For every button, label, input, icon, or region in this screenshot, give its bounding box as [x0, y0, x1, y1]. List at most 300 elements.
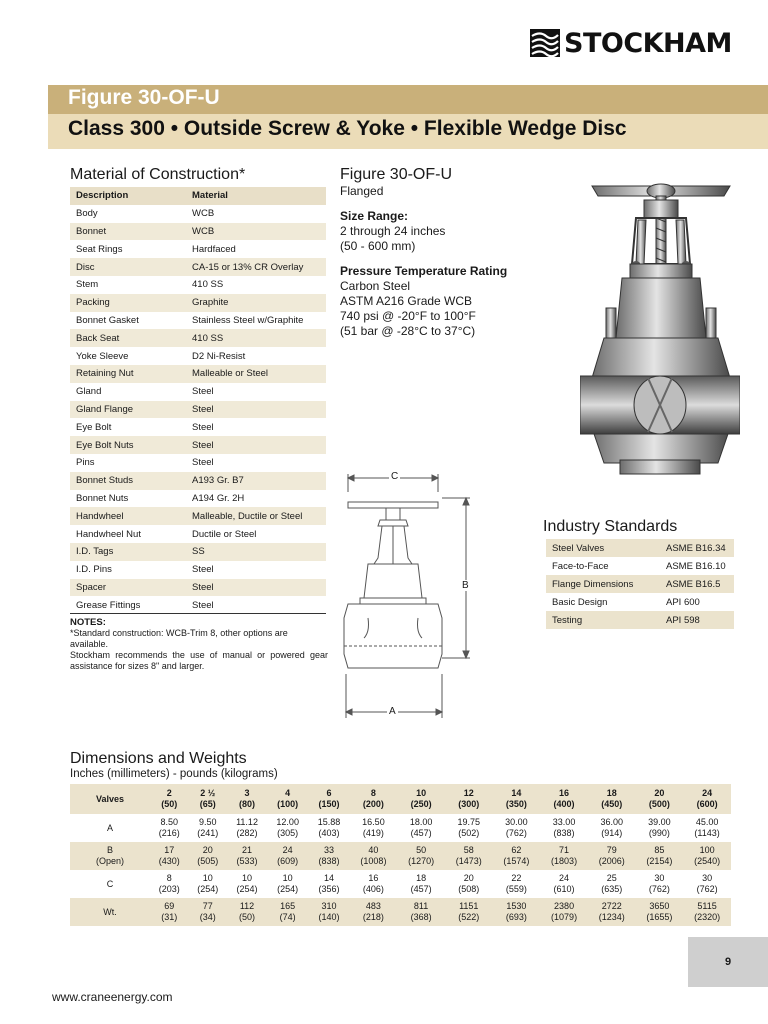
standard-code: ASME B16.5 — [660, 575, 734, 593]
table-row — [70, 842, 731, 870]
material-description: Handwheel Nut — [76, 528, 141, 540]
materials-table — [70, 187, 326, 614]
value-imperial: 10 — [202, 873, 213, 883]
value-imperial: 2722 — [601, 901, 622, 911]
value-imperial: 100 — [699, 845, 715, 855]
value-metric: (762) — [648, 884, 670, 894]
dimension-cell — [588, 842, 636, 870]
standard-topic: Steel Valves — [546, 539, 660, 557]
table-row — [70, 490, 326, 508]
size-header — [588, 784, 636, 814]
standard-code: ASME B16.10 — [666, 560, 726, 572]
brand-logo — [530, 26, 732, 60]
value-imperial: 20 — [202, 845, 213, 855]
dimension-cell — [540, 898, 588, 926]
value-metric: (254) — [236, 884, 258, 894]
dimension-cell — [493, 898, 541, 926]
table-row — [546, 593, 734, 611]
table-row — [546, 575, 734, 593]
notes-heading: NOTES: — [70, 617, 106, 628]
material-value: 410 SS — [192, 279, 224, 291]
size-header — [350, 784, 398, 814]
table-row — [70, 898, 731, 926]
material-value: Steel — [186, 401, 326, 419]
value-metric: (693) — [505, 912, 527, 922]
dimension-cell — [588, 898, 636, 926]
size-inches: 16 — [559, 788, 570, 798]
material-description: Spacer — [70, 579, 186, 597]
value-metric: (368) — [410, 912, 432, 922]
dimensions-heading: Dimensions and Weights — [70, 750, 247, 767]
row-label-main: C — [106, 878, 114, 889]
dimension-cell — [397, 870, 445, 898]
value-imperial: 25 — [606, 873, 617, 883]
value-imperial: 45.00 — [695, 817, 719, 827]
material-value: Malleable, Ductile or Steel — [186, 507, 326, 525]
value-imperial: 2380 — [554, 901, 575, 911]
size-range-inches: 2 through 24 inches — [340, 224, 446, 238]
value-metric: (508) — [458, 884, 480, 894]
dimension-cell — [189, 814, 228, 842]
value-metric: (522) — [458, 912, 480, 922]
value-imperial: 15.88 — [317, 817, 341, 827]
size-range-heading: Size Range: — [340, 209, 409, 223]
size-mm: (80) — [239, 799, 256, 809]
material-value: Steel — [186, 436, 326, 454]
size-header — [308, 784, 349, 814]
size-header — [636, 784, 684, 814]
dimension-cell — [636, 814, 684, 842]
value-imperial: 18.00 — [409, 817, 433, 827]
size-header — [267, 784, 308, 814]
material-value: Steel — [186, 579, 326, 597]
dim-label-a: A — [389, 706, 396, 717]
value-metric: (74) — [279, 912, 296, 922]
dimension-cell — [445, 898, 493, 926]
size-inches: 18 — [606, 788, 617, 798]
table-row — [70, 276, 326, 294]
dimension-cell — [445, 842, 493, 870]
material-value: Steel — [192, 386, 214, 398]
value-metric: (203) — [158, 884, 180, 894]
table-row — [70, 507, 326, 525]
dimension-cell — [397, 814, 445, 842]
dimension-cell — [189, 842, 228, 870]
size-mm: (500) — [648, 799, 670, 809]
notes-line-2: Stockham recommends the use of manual or powered gear assistance for sizes 8" and larger. — [70, 650, 328, 671]
dimension-cell — [683, 870, 731, 898]
rating-bar: (51 bar @ -28°C to 37°C) — [340, 324, 476, 338]
material-description: Bonnet Studs — [70, 472, 186, 490]
dimension-cell — [350, 842, 398, 870]
table-row — [70, 436, 326, 454]
value-metric: (533) — [236, 856, 258, 866]
value-imperial: 10 — [282, 873, 293, 883]
dimension-cell — [189, 870, 228, 898]
value-imperial: 40 — [368, 845, 379, 855]
value-metric: (31) — [161, 912, 178, 922]
value-metric: (1655) — [646, 912, 673, 922]
size-mm: (100) — [277, 799, 299, 809]
website-link[interactable]: www.craneenergy.com — [52, 990, 173, 1004]
table-row — [70, 579, 326, 597]
size-mm: (200) — [362, 799, 384, 809]
table-row — [70, 223, 326, 241]
value-imperial: 30.00 — [505, 817, 528, 827]
value-imperial: 21 — [242, 845, 253, 855]
size-inches: 10 — [416, 788, 427, 798]
value-imperial: 165 — [280, 901, 296, 911]
row-label-main: B — [106, 845, 113, 855]
table-row — [70, 561, 326, 579]
notes — [70, 617, 328, 672]
value-metric: (2540) — [694, 856, 721, 866]
dimension-cell — [683, 898, 731, 926]
value-imperial: 77 — [202, 901, 213, 911]
material-value: A194 Gr. 2H — [192, 492, 245, 504]
materials-header-row — [70, 187, 326, 205]
dimension-cell — [493, 814, 541, 842]
dimension-cell — [540, 814, 588, 842]
row-label — [70, 870, 150, 898]
table-row — [546, 539, 734, 557]
dimension-cell — [636, 898, 684, 926]
value-imperial: 10 — [242, 873, 253, 883]
material-description: Bonnet Nuts — [76, 492, 129, 504]
notes-line-1: *Standard construction: WCB-Trim 8, other options are available. — [70, 628, 288, 649]
value-imperial: 69 — [164, 901, 175, 911]
row-label-sub: (Open) — [95, 856, 124, 866]
table-row — [70, 240, 326, 258]
value-metric: (241) — [197, 828, 219, 838]
value-imperial: 30 — [654, 873, 665, 883]
value-metric: (1143) — [694, 828, 720, 838]
size-header — [540, 784, 588, 814]
dimension-cell — [683, 842, 731, 870]
value-metric: (609) — [277, 856, 299, 866]
material-value: SS — [186, 543, 326, 561]
table-row — [70, 525, 326, 543]
dimension-cell — [397, 898, 445, 926]
table-row — [70, 454, 326, 472]
value-imperial: 22 — [511, 873, 522, 883]
row-label — [70, 898, 150, 926]
value-metric: (356) — [318, 884, 340, 894]
size-mm: (150) — [318, 799, 340, 809]
size-header — [445, 784, 493, 814]
table-row — [70, 383, 326, 401]
value-metric: (762) — [505, 828, 527, 838]
material-description: Retaining Nut — [70, 365, 186, 383]
standard-topic: Face-to-Face — [552, 560, 609, 572]
standard-code: API 600 — [666, 596, 700, 608]
material-description: Eye Bolt — [76, 421, 112, 433]
material-value: Malleable or Steel — [186, 365, 326, 383]
table-row — [70, 329, 326, 347]
value-imperial: 811 — [413, 901, 429, 911]
value-metric: (216) — [158, 828, 180, 838]
value-metric: (990) — [648, 828, 670, 838]
table-row — [70, 294, 326, 312]
value-metric: (635) — [601, 884, 623, 894]
rating-psi: 740 psi @ -20°F to 100°F — [340, 309, 476, 323]
size-mm: (250) — [410, 799, 432, 809]
standards-heading: Industry Standards — [543, 518, 678, 535]
value-metric: (1803) — [551, 856, 578, 866]
size-mm: (600) — [696, 799, 718, 809]
dimension-cell — [540, 870, 588, 898]
material-description: Bonnet — [70, 223, 186, 241]
col-material: Material — [186, 187, 326, 205]
material-value: D2 Ni-Resist — [192, 350, 246, 362]
dimension-cell — [636, 842, 684, 870]
material-description: Back Seat — [70, 329, 186, 347]
value-imperial: 24 — [282, 845, 293, 855]
dimension-cell — [150, 870, 189, 898]
value-imperial: 50 — [416, 845, 427, 855]
dimensions-subheading: Inches (millimeters) - pounds (kilograms) — [70, 768, 278, 780]
material-description: Yoke Sleeve — [76, 350, 129, 362]
value-metric: (838) — [318, 856, 340, 866]
value-imperial: 16.50 — [362, 817, 385, 827]
value-metric: (305) — [277, 828, 299, 838]
size-inches: 12 — [463, 788, 474, 798]
value-imperial: 19.75 — [457, 817, 481, 827]
value-metric: (218) — [362, 912, 384, 922]
value-metric: (610) — [553, 884, 575, 894]
page-number: 9 — [688, 937, 768, 987]
material-value: Hardfaced — [192, 243, 236, 255]
dimension-cell — [150, 898, 189, 926]
size-mm: (300) — [458, 799, 480, 809]
material-description: Bonnet Gasket — [76, 314, 139, 326]
standards-table — [546, 539, 734, 629]
material-value: Ductile or Steel — [192, 528, 257, 540]
valve-illustration — [580, 178, 740, 478]
col-description: Description — [70, 187, 186, 205]
material-value: Graphite — [186, 294, 326, 312]
dimension-cell — [540, 842, 588, 870]
size-range-mm: (50 - 600 mm) — [340, 239, 416, 253]
size-inches: 3 — [244, 788, 250, 798]
figure-title: Figure 30-OF-U — [68, 86, 220, 109]
dimension-cell — [189, 898, 228, 926]
brand-name: STOCKHAM — [564, 27, 732, 59]
table-row — [70, 418, 326, 436]
value-metric: (419) — [362, 828, 384, 838]
dimension-cell — [636, 870, 684, 898]
size-header — [189, 784, 228, 814]
value-imperial: 58 — [463, 845, 474, 855]
dimension-cell — [267, 870, 308, 898]
dimension-cell — [308, 842, 349, 870]
value-metric: (1079) — [551, 912, 578, 922]
dimension-cell — [493, 870, 541, 898]
rating-material: Carbon Steel — [340, 279, 411, 293]
value-metric: (502) — [458, 828, 480, 838]
size-header — [150, 784, 189, 814]
valve-class-title: Class 300 • Outside Screw & Yoke • Flexible Wedge Disc — [68, 117, 627, 140]
size-mm: (350) — [505, 799, 527, 809]
value-imperial: 24 — [559, 873, 570, 883]
dimension-cell — [267, 898, 308, 926]
figure-info — [340, 166, 540, 339]
material-description: Packing — [70, 294, 186, 312]
value-imperial: 30 — [702, 873, 713, 883]
value-imperial: 39.00 — [648, 817, 671, 827]
value-metric: (1270) — [408, 856, 435, 866]
material-value: 410 SS — [186, 329, 326, 347]
table-row — [70, 312, 326, 330]
value-imperial: 18 — [416, 873, 427, 883]
material-value: Steel — [192, 599, 214, 611]
material-value: WCB — [186, 223, 326, 241]
value-metric: (1574) — [503, 856, 530, 866]
size-inches: 8 — [370, 788, 376, 798]
material-value: CA-15 or 13% CR Overlay — [186, 258, 326, 276]
table-row — [70, 347, 326, 365]
dimension-cell — [350, 870, 398, 898]
value-imperial: 5115 — [697, 901, 717, 911]
divider — [70, 613, 326, 614]
value-metric: (2154) — [646, 856, 673, 866]
material-value: Steel — [192, 457, 214, 469]
dimension-cell — [308, 814, 349, 842]
material-value: Steel — [192, 421, 214, 433]
dim-label-b: B — [462, 580, 469, 591]
dimension-cell — [227, 870, 267, 898]
material-description: Gland — [76, 386, 102, 398]
value-imperial: 85 — [654, 845, 665, 855]
size-mm: (65) — [199, 799, 216, 809]
value-imperial: 483 — [365, 901, 381, 911]
material-description: Pins — [76, 457, 95, 469]
value-imperial: 16 — [368, 873, 379, 883]
standard-topic: Basic Design — [552, 596, 608, 608]
row-label-main: A — [106, 822, 113, 833]
table-row — [546, 557, 734, 575]
value-metric: (1473) — [455, 856, 482, 866]
value-metric: (2320) — [694, 912, 721, 922]
table-row — [70, 870, 731, 898]
dimension-cell — [267, 814, 308, 842]
value-imperial: 20 — [463, 873, 474, 883]
material-value: WCB — [192, 208, 215, 220]
value-imperial: 17 — [164, 845, 175, 855]
header-label — [70, 784, 150, 814]
value-imperial: 62 — [511, 845, 522, 855]
size-header — [227, 784, 267, 814]
material-description: Eye Bolt Nuts — [70, 436, 186, 454]
value-metric: (914) — [601, 828, 623, 838]
material-description: Body — [76, 208, 98, 220]
value-imperial: 11.12 — [236, 817, 258, 827]
dimension-cell — [227, 842, 267, 870]
value-metric: (505) — [197, 856, 219, 866]
table-row — [70, 205, 326, 223]
value-metric: (838) — [553, 828, 575, 838]
material-description: Seat Rings — [76, 243, 123, 255]
material-description: Disc — [70, 258, 186, 276]
value-metric: (559) — [505, 884, 527, 894]
material-description: Gland Flange — [70, 401, 186, 419]
value-imperial: 33 — [323, 845, 334, 855]
value-metric: (403) — [318, 828, 340, 838]
value-imperial: 8.50 — [160, 817, 179, 827]
value-imperial: 1151 — [459, 901, 479, 911]
material-description: Handwheel — [70, 507, 186, 525]
rating-heading: Pressure Temperature Rating — [340, 264, 508, 278]
value-metric: (50) — [239, 912, 256, 922]
material-value: A193 Gr. B7 — [186, 472, 326, 490]
size-inches: 2 — [166, 788, 172, 798]
value-imperial: 112 — [239, 901, 255, 911]
size-header — [397, 784, 445, 814]
size-inches: 14 — [511, 788, 522, 798]
value-metric: (457) — [410, 884, 432, 894]
row-label-main: Wt. — [103, 906, 117, 917]
value-metric: (2006) — [598, 856, 625, 866]
size-inches: 24 — [702, 788, 713, 798]
standard-code: ASME B16.34 — [660, 539, 734, 557]
value-metric: (34) — [199, 912, 216, 922]
size-mm: (400) — [553, 799, 575, 809]
row-label — [70, 814, 150, 842]
dimension-cell — [350, 814, 398, 842]
size-mm: (50) — [161, 799, 178, 809]
table-row — [70, 472, 326, 490]
dim-label-c: C — [391, 471, 399, 482]
size-inches: 2 ½ — [200, 788, 216, 798]
size-inches: 20 — [654, 788, 665, 798]
dimension-cell — [267, 842, 308, 870]
dimension-cell — [588, 814, 636, 842]
dimension-cell — [683, 814, 731, 842]
material-value: Stainless Steel w/Graphite — [192, 314, 304, 326]
value-imperial: 12.00 — [276, 817, 299, 827]
value-metric: (430) — [158, 856, 180, 866]
table-row — [70, 401, 326, 419]
value-imperial: 33.00 — [552, 817, 576, 827]
size-inches: 4 — [285, 788, 291, 798]
value-metric: (254) — [197, 884, 219, 894]
value-imperial: 14 — [323, 873, 334, 883]
size-inches: 6 — [326, 788, 332, 798]
value-imperial: 1530 — [506, 901, 527, 911]
value-imperial: 79 — [606, 845, 617, 855]
row-label — [70, 842, 150, 870]
value-imperial: 310 — [321, 901, 337, 911]
dimension-cell — [397, 842, 445, 870]
standard-topic: Testing — [546, 611, 660, 629]
value-metric: (282) — [236, 828, 258, 838]
valves-label: Valves — [95, 793, 125, 804]
info-type: Flanged — [340, 184, 384, 198]
materials-heading: Material of Construction* — [70, 166, 246, 183]
value-imperial: 8 — [166, 873, 172, 883]
dimension-cell — [150, 842, 189, 870]
dimensions-table — [70, 784, 731, 926]
value-metric: (1234) — [598, 912, 625, 922]
table-row — [70, 596, 326, 614]
material-description: I.D. Pins — [76, 564, 112, 576]
value-metric: (140) — [318, 912, 340, 922]
table-row — [70, 258, 326, 276]
material-description: Grease Fittings — [76, 599, 141, 611]
size-mm: (450) — [601, 799, 623, 809]
value-metric: (457) — [410, 828, 432, 838]
dimension-cell — [445, 814, 493, 842]
